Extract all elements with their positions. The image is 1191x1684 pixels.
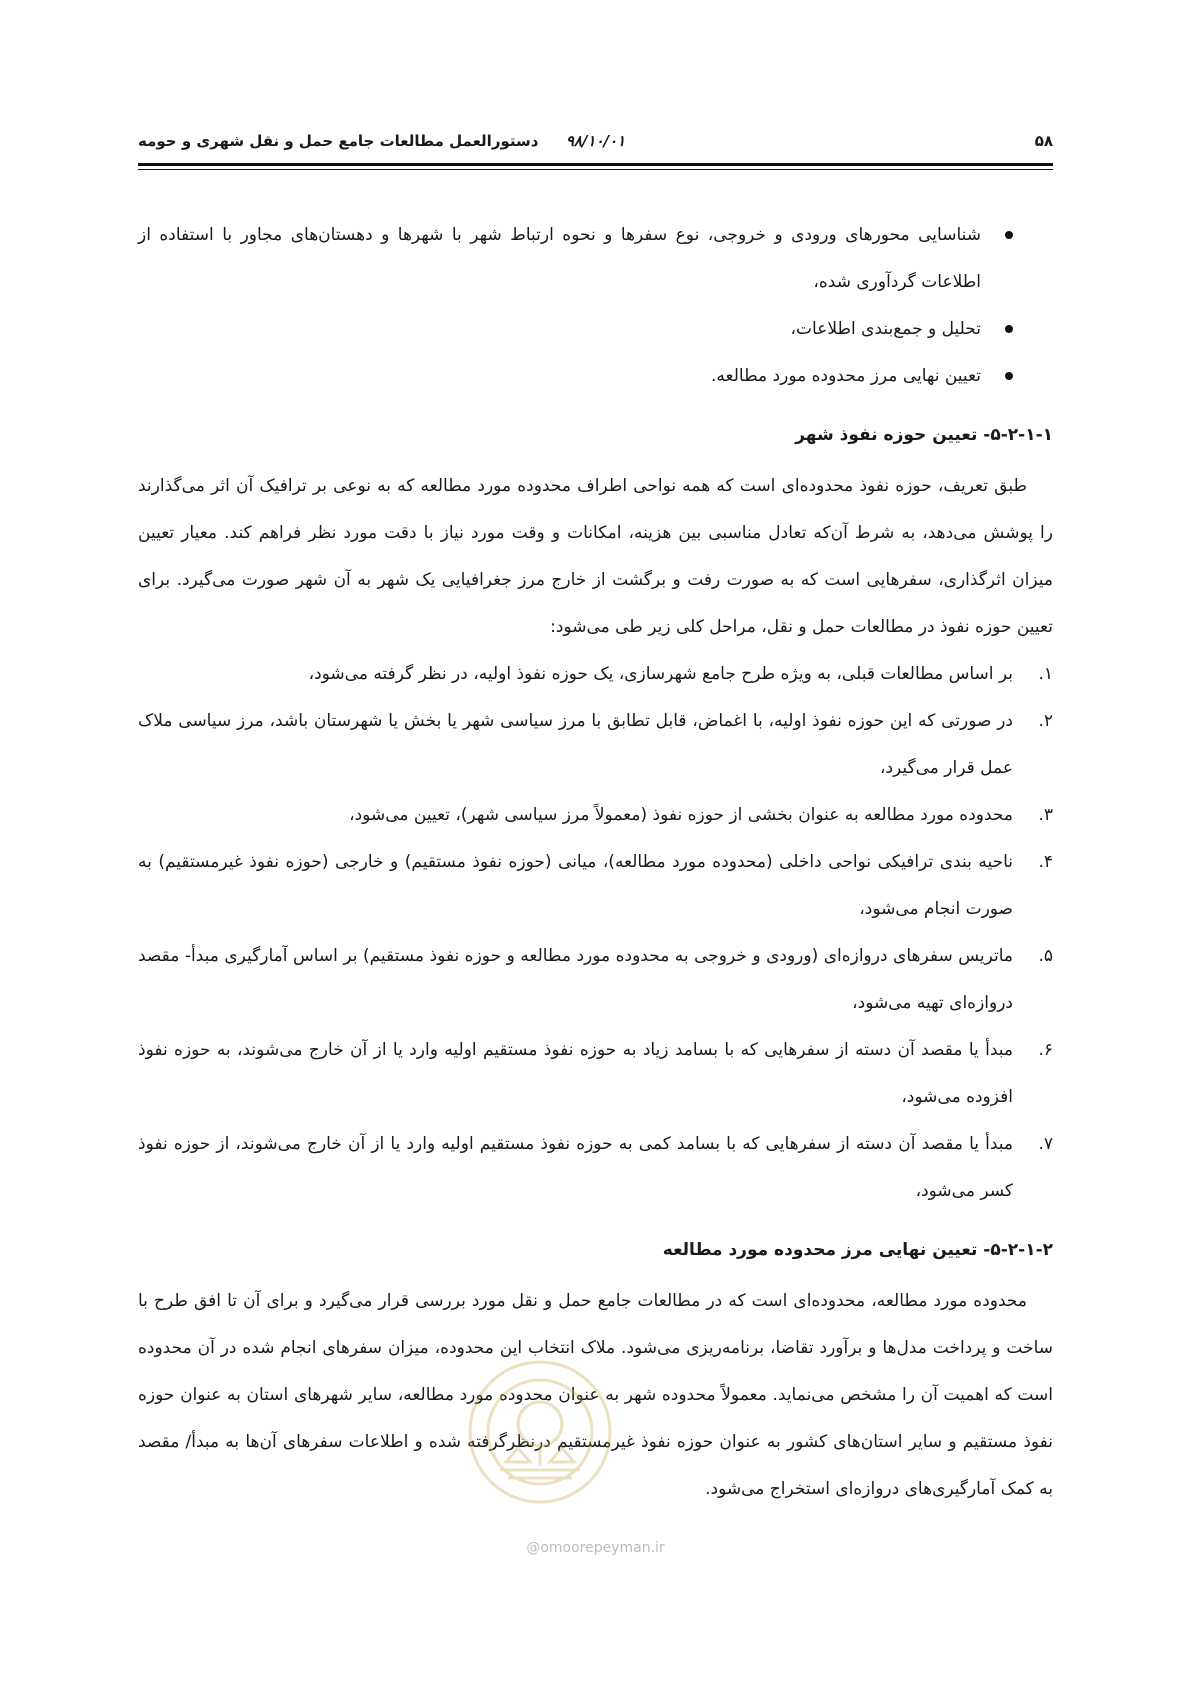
section-heading: ۵-۲-۱-۱- تعیین حوزه نفوذ شهر [795, 425, 1053, 445]
list-item: ۳. محدوده مورد مطالعه به عنوان بخشی از حوزه نفوذ (معمولاً مرز سیاسی شهر)، تعیین می‌شود، [349, 805, 1053, 825]
list-item: ۱. بر اساس مطالعات قبلی، به ویژه طرح جامع شهرسازی، یک حوزه نفوذ اولیه، در نظر گرفته می‌شود، [308, 664, 1053, 684]
steps-list [138, 651, 1053, 1215]
watermark-seal-icon [460, 1352, 620, 1512]
list-item: ۵. ماتریس سفرهای دروازه‌ای (ورودی و خروجی به محدوده مورد مطالعه و حوزه نفوذ مستقیم) بر اساس آمارگیری مبدأ- مقصد دروازه‌ای تهیه می‌شود، [138, 946, 1053, 1013]
header-rule-thick [138, 163, 1053, 166]
page-body [138, 212, 1053, 1513]
watermark-site: @omoorepeyman.ir [526, 1540, 665, 1556]
header-date: ۹۸/۱۰/۰۱ [565, 132, 626, 150]
section-heading: ۵-۲-۱-۲- تعیین نهایی مرز محدوده مورد مطالعه [662, 1240, 1053, 1260]
header-rule-thin [138, 169, 1053, 170]
list-item: ۷. مبدأ یا مقصد آن دسته از سفرهایی که با بسامد کمی به حوزه نفوذ مستقیم اولیه وارد یا از آن خارج می‌شوند، از حوزه نفوذ کسر می‌شود، [138, 1134, 1053, 1201]
list-item: ۶. مبدأ یا مقصد آن دسته از سفرهایی که با بسامد زیاد به حوزه نفوذ مستقیم اولیه وارد یا از آن خارج می‌شوند، به حوزه نفوذ افزوده می‌شود، [138, 1040, 1053, 1107]
section-paragraph: طبق تعریف، حوزه نفوذ محدوده‌ای است که همه نواحی اطراف محدوده مورد مطالعه که به نوعی بر ترافیک آن اثر می‌گذارند را پوشش می‌دهد، به شرط آن‌که تعادل مناسبی بین هزینه، امکانات و وقت مورد نیاز با دقت مورد نظر فراهم کند. معیار تعیین میزان اثرگذاری، سفرهایی است که به صورت رفت و برگشت از خارج مرز جغرافیایی یک شهر به آن شهر صورت می‌گیرد. برای تعیین حوزه نفوذ در مطالعات حمل و نقل، مراحل کلی زیر طی می‌شود: [138, 476, 1053, 637]
page-header [138, 126, 1053, 160]
bullet-item: شناسایی محورهای ورودی و خروجی، نوع سفرها و نحوه ارتباط شهر با شهرها و دهستان‌های مجاور با استفاده از اطلاعات گردآوری شده، [138, 212, 1053, 306]
section-paragraph: محدوده مورد مطالعه، محدوده‌ای است که در مطالعات جامع حمل و نقل مورد بررسی قرار می‌گیرد و برای آن تا افق طرح با ساخت و پرداخت مدل‌ها و برآورد تقاضا، برنامه‌ریزی می‌شود. ملاک انتخاب این محدوده، میزان سفرهای انجام شده در آن محدوده است که اهمیت آن را مشخص می‌نماید. معمولاً محدوده شهر به عنوان محدوده مورد مطالعه، سایر شهرهای استان به عنوان حوزه نفوذ مستقیم و سایر استان‌های کشور به عنوان حوزه نفوذ غیرمستقیم درنظرگرفته شده و اطلاعات سفرهای آن‌ها به مبدأ/ مقصد به کمک آمارگیری‌های دروازه‌ای استخراج می‌شود. [138, 1291, 1053, 1499]
bullet-item: تعیین نهایی مرز محدوده مورد مطالعه. [138, 353, 1053, 400]
list-item: ۴. ناحیه بندی ترافیکی نواحی داخلی (محدوده مورد مطالعه)، میانی (حوزه نفوذ مستقیم) و خارجی (حوزه نفوذ غیرمستقیم) به صورت انجام می‌شود، [138, 852, 1053, 919]
list-item: ۲. در صورتی که این حوزه نفوذ اولیه، با اغماض، قابل تطابق با مرز سیاسی شهر یا بخش یا شهرستان باشد، مرز سیاسی ملاک عمل قرار می‌گیرد، [138, 711, 1053, 778]
bullet-list [138, 212, 1053, 400]
document-title: دستورالعمل مطالعات جامع حمل و نقل شهری و حومه [138, 132, 539, 150]
bullet-icon [1005, 372, 1013, 380]
bullet-item: تحلیل و جمع‌بندی اطلاعات، [138, 306, 1053, 353]
bullet-icon [1005, 325, 1013, 333]
bullet-icon [1005, 231, 1013, 239]
page-number: ۵۸ [1034, 132, 1053, 150]
